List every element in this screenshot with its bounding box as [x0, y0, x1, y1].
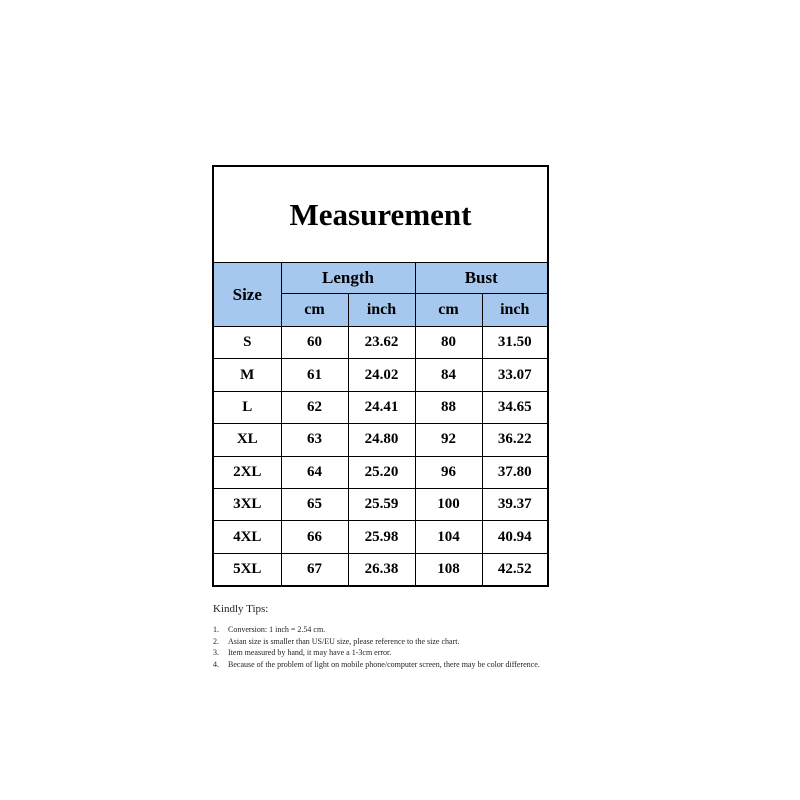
bust-inch-cell: 33.07	[482, 359, 547, 391]
length-inch-cell: 24.02	[348, 359, 415, 391]
length-cm-cell: 60	[281, 327, 348, 359]
length-cm-cell: 67	[281, 553, 348, 585]
table-body	[214, 327, 547, 586]
bust-inch-cell: 39.37	[482, 488, 547, 520]
bust-cm-cell: 84	[415, 359, 482, 391]
length-inch-cell: 25.59	[348, 488, 415, 520]
length-cm-cell: 62	[281, 391, 348, 423]
tip-number: 3.	[213, 648, 219, 657]
bust-inch-cell: 34.65	[482, 391, 547, 423]
size-cell: S	[214, 327, 281, 359]
bust-inch-cell: 40.94	[482, 521, 547, 553]
tip-number: 2.	[213, 636, 219, 646]
bust-cm-cell: 104	[415, 521, 482, 553]
bust-inch-cell: 36.22	[482, 424, 547, 456]
table-row	[214, 327, 547, 359]
size-cell: 5XL	[214, 553, 281, 585]
table-row	[214, 359, 547, 391]
bust-cm-cell: 88	[415, 391, 482, 423]
length-inch-cell: 23.62	[348, 327, 415, 359]
bust-inch-cell: 37.80	[482, 456, 547, 488]
length-cm-cell: 64	[281, 456, 348, 488]
bust-inch-header: inch	[482, 294, 547, 327]
table-row	[214, 424, 547, 456]
bust-cm-cell: 80	[415, 327, 482, 359]
length-cm-header: cm	[281, 294, 348, 327]
table-row	[214, 488, 547, 520]
size-cell: L	[214, 391, 281, 423]
bust-cm-cell: 108	[415, 553, 482, 585]
size-cell: 3XL	[214, 488, 281, 520]
size-table	[214, 263, 547, 585]
length-cm-cell: 65	[281, 488, 348, 520]
bust-cm-cell: 100	[415, 488, 482, 520]
chart-title: Measurement	[214, 167, 547, 263]
table-row	[214, 553, 547, 585]
length-cm-cell: 61	[281, 359, 348, 391]
table-row	[214, 456, 547, 488]
length-inch-cell: 24.80	[348, 424, 415, 456]
bust-cm-cell: 96	[415, 456, 482, 488]
size-cell: 4XL	[214, 521, 281, 553]
size-cell: M	[214, 359, 281, 391]
tips-title: Kindly Tips:	[213, 603, 269, 615]
tip-item	[213, 636, 563, 648]
bust-cm-cell: 92	[415, 424, 482, 456]
tip-item	[213, 659, 563, 671]
tip-item	[213, 647, 563, 659]
length-inch-header: inch	[348, 294, 415, 327]
tip-text: Item measured by hand, it may have a 1-3cm error.	[228, 648, 392, 657]
length-inch-cell: 26.38	[348, 553, 415, 585]
tips-list	[213, 624, 563, 670]
size-chart	[212, 165, 549, 587]
length-inch-cell: 25.98	[348, 521, 415, 553]
length-inch-cell: 24.41	[348, 391, 415, 423]
size-cell: 2XL	[214, 456, 281, 488]
table-row	[214, 391, 547, 423]
length-cm-cell: 66	[281, 521, 348, 553]
bust-inch-cell: 42.52	[482, 553, 547, 585]
kindly-tips	[213, 603, 563, 670]
size-cell: XL	[214, 424, 281, 456]
length-header: Length	[281, 263, 415, 294]
tip-item	[213, 624, 563, 636]
tip-text: Asian size is smaller than US/EU size, please reference to the size chart.	[228, 636, 460, 646]
length-cm-cell: 63	[281, 424, 348, 456]
tip-number: 1.	[213, 625, 219, 634]
bust-cm-header: cm	[415, 294, 482, 327]
header-row-groups	[214, 263, 547, 294]
tip-number: 4.	[213, 659, 219, 669]
bust-inch-cell: 31.50	[482, 327, 547, 359]
bust-header: Bust	[415, 263, 547, 294]
size-header: Size	[214, 263, 281, 327]
tip-text: Because of the problem of light on mobile phone/computer screen, there may be color difference.	[228, 659, 540, 669]
tip-text: Conversion: 1 inch = 2.54 cm.	[228, 625, 326, 634]
table-row	[214, 521, 547, 553]
length-inch-cell: 25.20	[348, 456, 415, 488]
